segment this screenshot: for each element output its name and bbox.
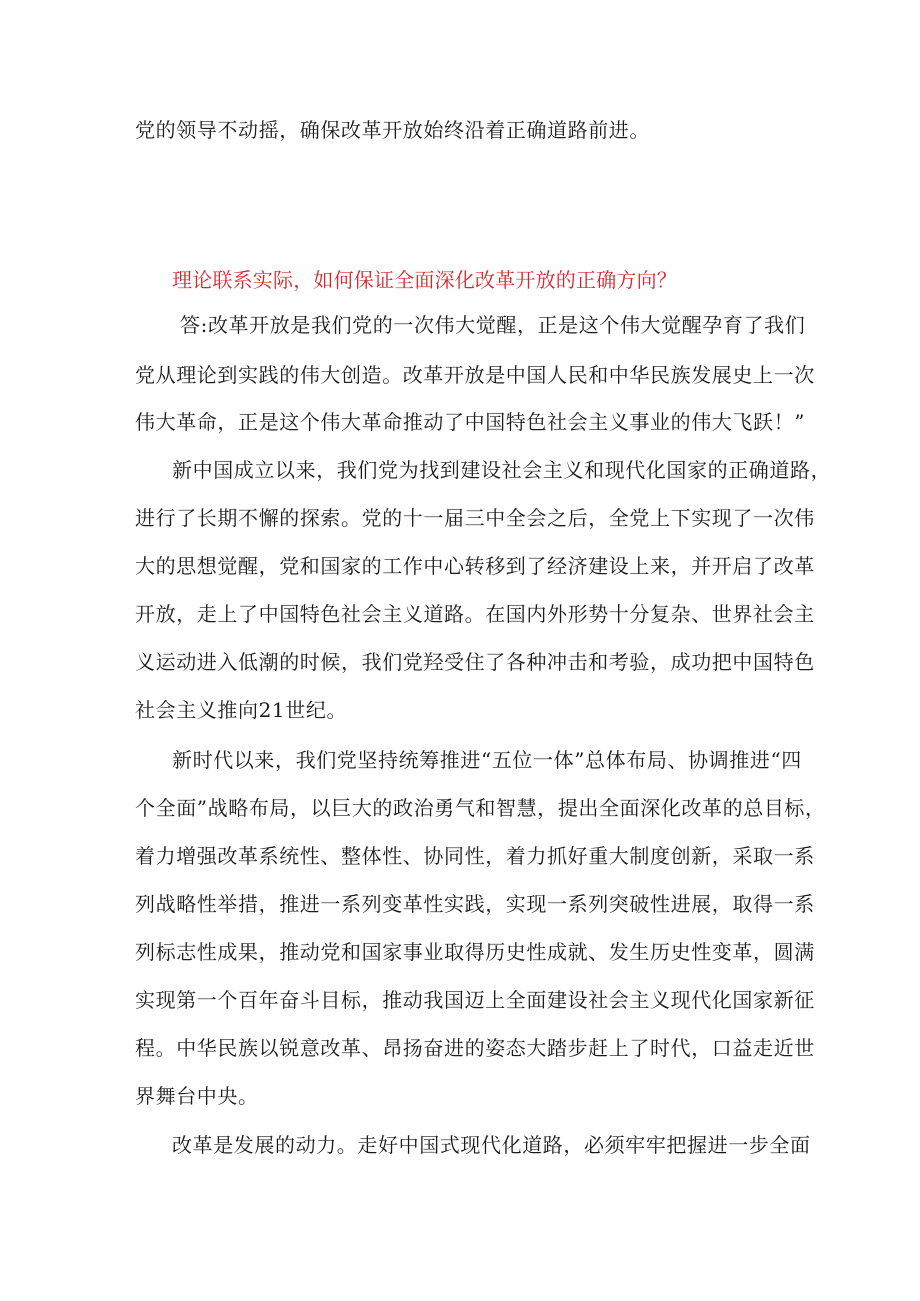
paragraph-2-line-6: 社会主义推向21世纪。 — [135, 698, 348, 722]
intro-line: 党的领导不动摇，确保改革开放始终沿着正确道路前进。 — [135, 118, 650, 142]
paragraph-2-line-1: 新中国成立以来，我们党为找到建设社会主义和现代化国家的正确道路， — [172, 458, 832, 482]
paragraph-1-line-1: 答:改革开放是我们党的一次伟大觉醒，正是这个伟大觉醒孕育了我们 — [180, 313, 806, 337]
paragraph-3-line-5: 列标志性成果，推动党和国家事业取得历史性成就、发生历史性变革，圆满 — [135, 940, 815, 964]
paragraph-3-line-1: 新时代以来，我们党坚持统筹推进“五位一体”总体布局、协调推进“四 — [172, 748, 802, 772]
question-heading: 理论联系实际，如何保证全面深化改革开放的正确方向？ — [172, 268, 677, 292]
paragraph-3-line-7: 程。中华民族以锐意改革、昂扬奋进的姿态大踏步赶上了时代，口益走近世 — [135, 1036, 815, 1060]
paragraph-3-line-3: 着力增强改革系统性、整体性、协同性，着力抓好重大制度创新，采取一系 — [135, 844, 815, 868]
paragraph-2-line-2: 进行了长期不懈的探索。党的十一届三中全会之后，全党上下实现了一次伟 — [135, 506, 815, 530]
paragraph-1-line-3: 伟大革命，正是这个伟大革命推动了中国特色社会主义事业的伟大飞跃！” — [135, 410, 806, 434]
paragraph-3-line-8: 界舞台中央。 — [135, 1084, 259, 1108]
paragraph-3-line-6: 实现第一个百年奋斗目标，推动我国迈上全面建设社会主义现代化国家新征 — [135, 988, 815, 1012]
paragraph-2-line-3: 大的思想觉醒，党和国家的工作中心转移到了经济建设上来，并开启了改革 — [135, 554, 815, 578]
paragraph-3-line-4: 列战略性举措，推进一系列变革性实践，实现一系列突破性进展，取得一系 — [135, 892, 815, 916]
paragraph-1-line-2: 党从理论到实践的伟大创造。改革开放是中国人民和中华民族发展史上一次 — [135, 363, 815, 387]
paragraph-2-line-4: 开放，走上了中国特色社会主义道路。在国内外形势十分复杂、世界社会主 — [135, 602, 815, 626]
paragraph-2-line-5: 义运动进入低潮的时候，我们党羟受住了各种冲击和考验，成功把中国特色 — [135, 650, 815, 674]
paragraph-4-line-1: 改革是发展的动力。走好中国式现代化道路，必须牢牢把握进一步全面 — [172, 1133, 811, 1157]
paragraph-3-line-2: 个全面”战略布局，以巨大的政治勇气和智慧，提出全面深化改革的总目标， — [135, 796, 826, 820]
